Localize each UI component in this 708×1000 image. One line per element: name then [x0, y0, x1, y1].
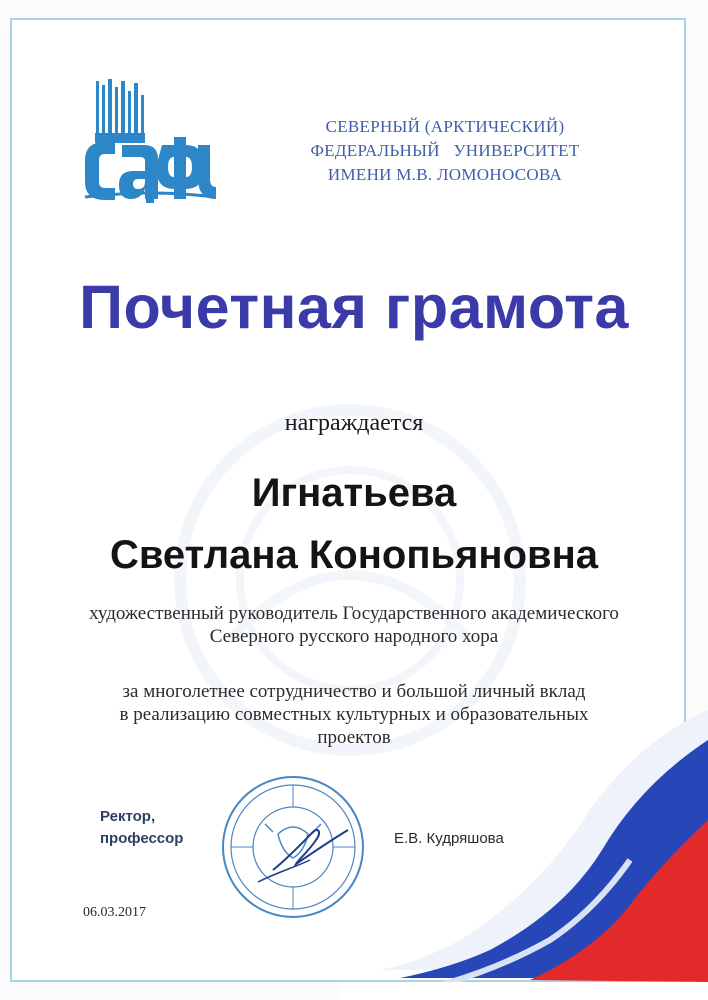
role-line: профессор — [100, 830, 184, 847]
position-line: художественный руководитель Государственного академического — [89, 603, 619, 624]
university-logo — [80, 75, 220, 205]
role-line: Ректор, — [100, 808, 156, 825]
issue-date: 06.03.2017 — [83, 905, 146, 920]
official-seal — [218, 772, 368, 922]
signatory-role — [100, 806, 183, 850]
university-name-line: ФЕДЕРАЛЬНЫЙ УНИВЕРСИТЕТ — [310, 141, 580, 160]
recipient-position — [0, 602, 708, 648]
reason-line: за многолетнее сотрудничество и большой личный вклад — [122, 681, 586, 702]
awarded-to-label: награждается — [284, 410, 424, 436]
reason-line: проектов — [317, 727, 391, 748]
recipient-surname: Игнатьева — [251, 471, 457, 515]
university-name — [310, 115, 580, 187]
university-name-line: СЕВЕРНЫЙ (АРКТИЧЕСКИЙ) — [325, 117, 565, 136]
certificate-title: Почетная грамота — [79, 273, 629, 341]
recipient-given-names: Светлана Конопьяновна — [109, 533, 599, 577]
recipient-name — [0, 462, 708, 586]
reason-line: в реализацию совместных культурных и образовательных — [119, 704, 589, 725]
position-line: Северного русского народного хора — [209, 626, 499, 647]
flag-wave-decoration — [340, 700, 708, 1000]
signatory-name: Е.В. Кудряшова — [394, 830, 504, 847]
university-name-line: ИМЕНИ М.В. ЛОМОНОСОВА — [327, 165, 563, 184]
